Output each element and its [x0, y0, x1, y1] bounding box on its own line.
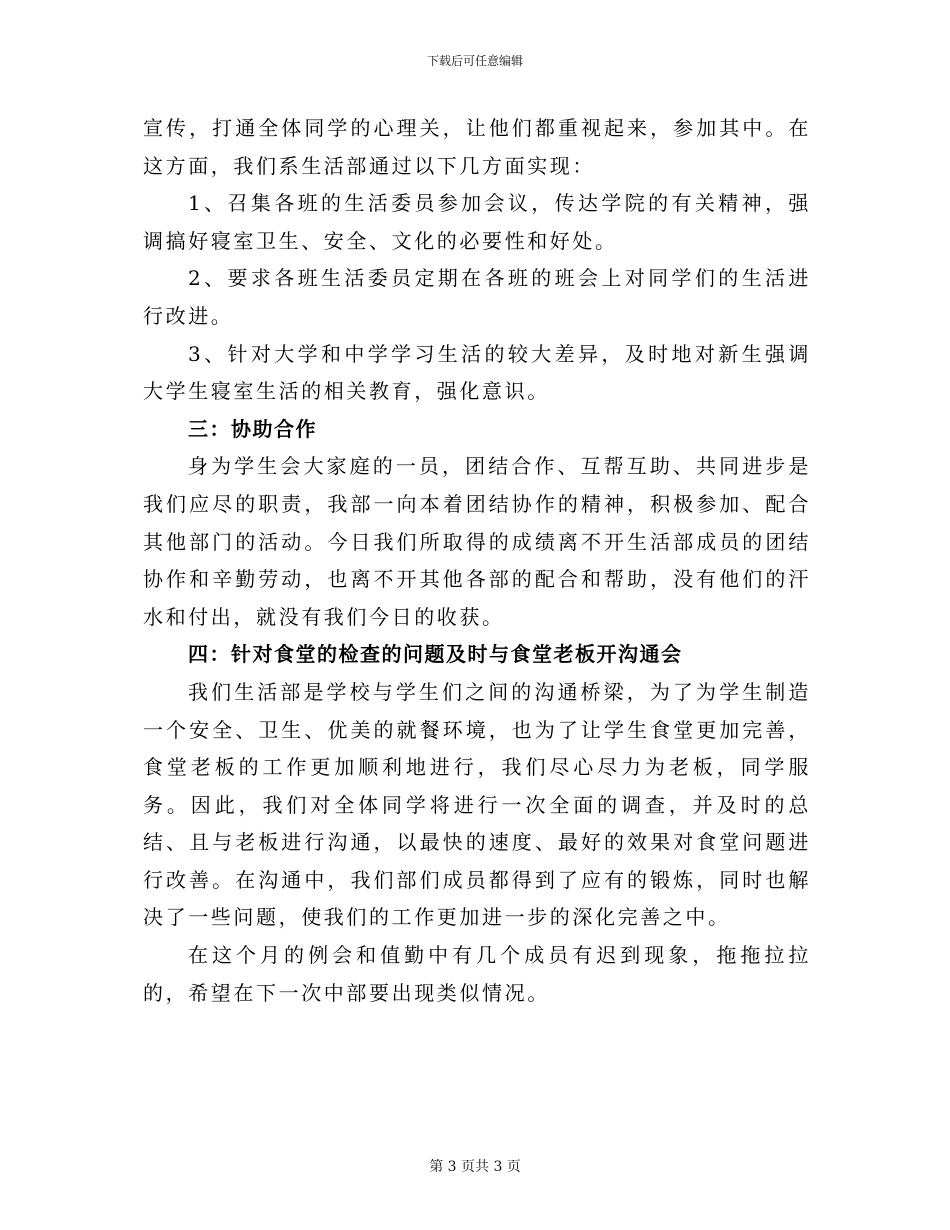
document-body — [143, 110, 811, 1012]
paragraph-item-1: 1、召集各班的生活委员参加会议，传达学院的有关精神，强调搞好寝室卫生、安全、文化的必要性和好处。 — [143, 191, 811, 253]
page-header-note: 下载后可任意编辑 — [426, 54, 523, 68]
section-heading-4: 四：针对食堂的检查的问题及时与食堂老板开沟通会 — [188, 642, 683, 667]
page-number: 第 3 页共 3 页 — [429, 1159, 521, 1175]
paragraph-intro: 宣传，打通全体同学的心理关，让他们都重视起来，参加其中。在这方面，我们系生活部通过以下几方面实现： — [143, 116, 811, 178]
paragraph-closing: 在这个月的例会和值勤中有几个成员有迟到现象，拖拖拉拉的，希望在下一次中部要出现类似情况。 — [143, 943, 811, 1005]
paragraph-cooperation: 身为学生会大家庭的一员，团结合作、互帮互助、共同进步是我们应尽的职责，我部一向本着团结协作的精神，积极参加、配合其他部门的活动。今日我们所取得的成绩离不开生活部成员的团结协作和辛勤劳动，也离不开其他各部的配合和帮助，没有他们的汗水和付出，就没有我们今日的收获。 — [143, 454, 811, 629]
paragraph-item-3: 3、针对大学和中学学习生活的较大差异，及时地对新生强调大学生寝室生活的相关教育，强化意识。 — [143, 341, 811, 404]
paragraph-item-2: 2、要求各班生活委员定期在各班的班会上对同学们的生活进行改进。 — [143, 266, 811, 328]
section-heading-3: 三：协助合作 — [188, 416, 317, 441]
paragraph-canteen: 我们生活部是学校与学生们之间的沟通桥梁，为了为学生制造一个安全、卫生、优美的就餐环境，也为了让学生食堂更加完善，食堂老板的工作更加顺利地进行，我们尽心尽力为老板，同学服务。因此，我们对全体同学将进行一次全面的调查，并及时的总结、且与老板进行沟通，以最快的速度、最好的效果对食堂问题进行改善。在沟通中，我们部们成员都得到了应有的锻炼，同时也解决了一些问题，使我们的工作更加进一步的深化完善之中。 — [143, 679, 811, 930]
